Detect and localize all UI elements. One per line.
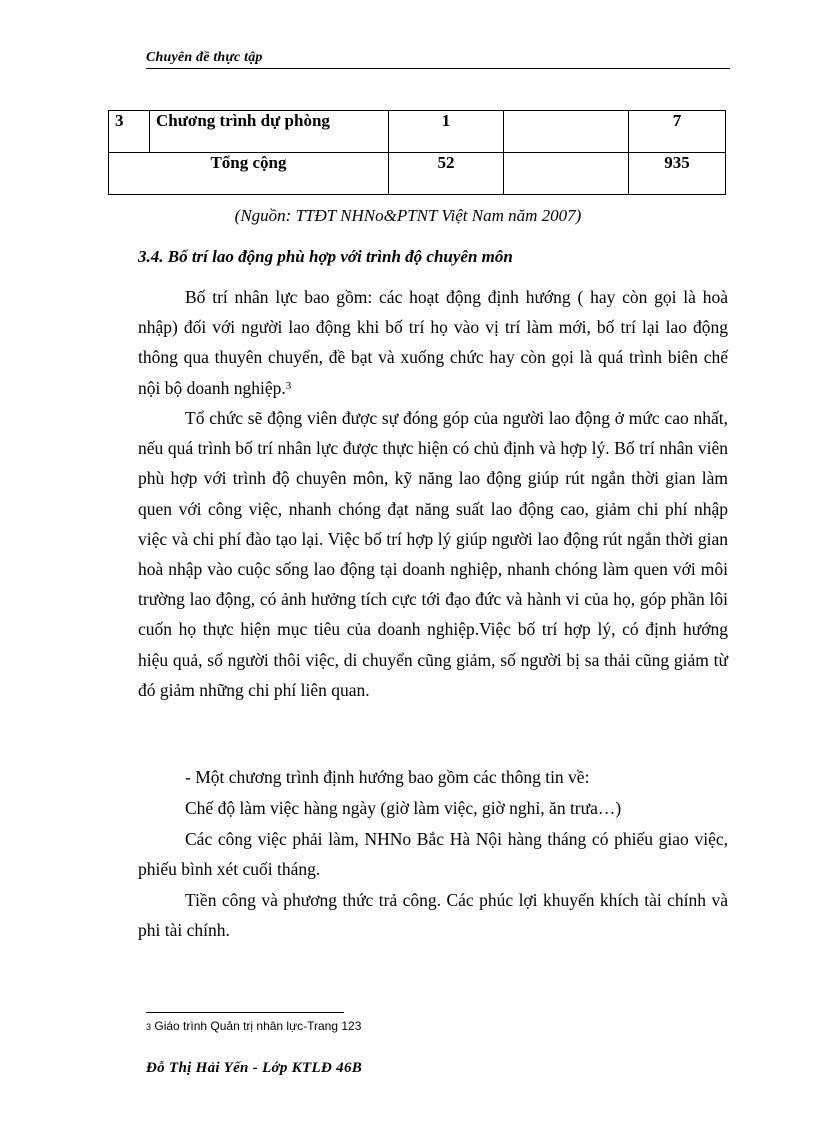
row-col-a: 1 [389, 111, 504, 153]
paragraph-1 [138, 282, 728, 403]
paragraph-2: Tổ chức sẽ động viên được sự đóng góp của người lao động ở mức cao nhất, nếu quá trình bố trí nhân lực được thực hiện có chủ định và hợp lý. Bố trí nhân viên phù hợp với trình độ chuyên môn, kỹ năng lao động giúp rút ngắn thời gian làm quen với công việc, nhanh chóng đạt năng suất lao động cao, giảm chi phí nhập việc và chi phí đào tạo lại. Việc bố trí hợp lý giúp người lao động rút ngắn thời gian hoà nhập vào cuộc sống lao động tại doanh nghiệp, nhanh chóng làm quen với môi trường lao động, có ảnh hưởng tích cực tới đạo đức và hành vi của họ, góp phần lôi cuốn họ thực hiện mục tiêu của doanh nghiệp.Việc bố trí hợp lý, có định hướng hiệu quả, số người thôi việc, di chuyển cũng giảm, số người bị sa thải cũng giảm từ đó giảm những chi phí liên quan. [138, 408, 728, 700]
table-total-row [109, 153, 726, 195]
page-footer: Đỗ Thị Hải Yến - Lớp KTLĐ 46B [146, 1060, 363, 1076]
header-title: Chuyên đề thực tập [146, 50, 263, 65]
page-header [146, 48, 730, 69]
table-row [109, 111, 726, 153]
total-col-a: 52 [389, 153, 504, 195]
footnote-divider [146, 1012, 344, 1013]
footnote-number: 3 [146, 1022, 152, 1032]
paragraph-4: Chế độ làm việc hàng ngày (giờ làm việc, giờ nghỉ, ăn trưa…) [185, 798, 622, 818]
row-number: 3 [109, 111, 150, 153]
row-name: Chương trình dự phòng [150, 111, 389, 153]
footnote-text: Giáo trình Quản trị nhân lực-Trang 123 [154, 1019, 362, 1033]
total-label: Tổng cộng [109, 153, 389, 195]
row-col-b [504, 111, 629, 153]
paragraph-1-text: Bố trí nhân lực bao gồm: các hoạt động định hướng ( hay còn gọi là hoà nhập) đối với người lao động khi bố trí họ vào vị trí làm mới, bố trí lại lao động thông qua thuyên chuyển, đề bạt và xuống chức hay còn gọi là quá trình biên chế nội bộ doanh nghiệp. [138, 287, 728, 398]
total-col-b [504, 153, 629, 195]
paragraph-5: Các công việc phải làm, NHNo Bắc Hà Nội hàng tháng có phiếu giao việc, phiếu bình xét cuối tháng. [138, 829, 728, 880]
row-col-c: 7 [629, 111, 726, 153]
summary-table [108, 110, 726, 195]
paragraph-3: - Một chương trình định hướng bao gồm các thông tin về: [185, 767, 590, 787]
section-heading: 3.4. Bố trí lao động phù hợp với trình độ chuyên môn [138, 247, 513, 266]
total-col-c: 935 [629, 153, 726, 195]
footnote-ref: 3 [285, 379, 292, 392]
paragraph-6: Tiền công và phương thức trả công. Các phúc lợi khuyến khích tài chính và phi tài chính. [138, 890, 728, 941]
table-source: (Nguồn: TTĐT NHNo&PTNT Việt Nam năm 2007) [234, 206, 582, 225]
footnote [146, 1019, 361, 1033]
